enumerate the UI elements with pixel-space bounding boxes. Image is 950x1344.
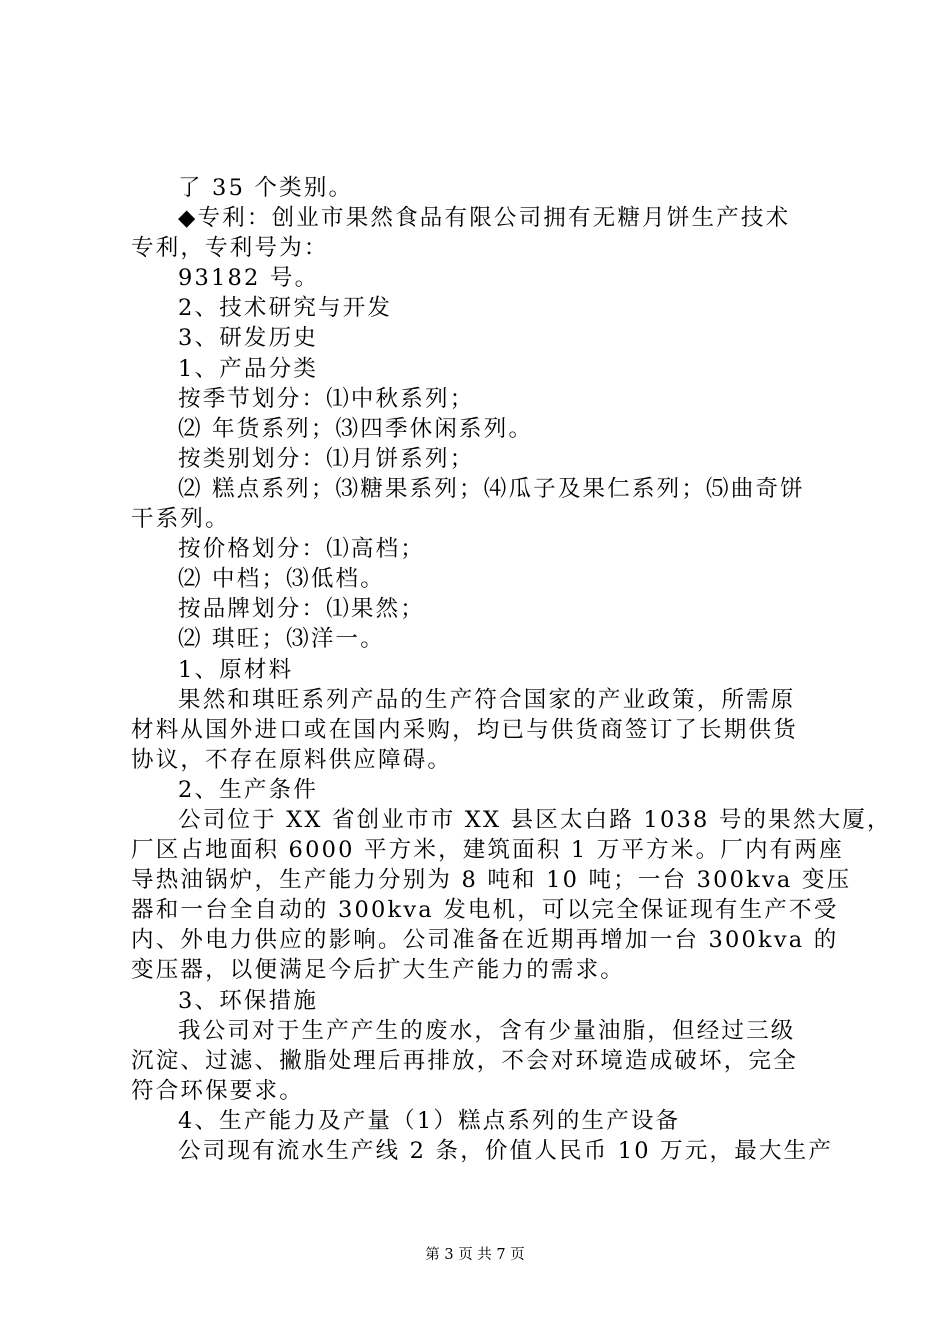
text-line: 按类别划分：⑴月饼系列；	[178, 445, 475, 472]
text-line: 专利，专利号为：	[131, 235, 329, 262]
text-line: ⑵ 糕点系列；⑶糖果系列；⑷瓜子及果仁系列；⑸曲奇饼	[178, 475, 805, 502]
text-line: 按品牌划分：⑴果然；	[178, 596, 426, 623]
text-line: 协议，不存在原料供应障碍。	[131, 746, 453, 773]
text-line: 沉淀、过滤、撇脂处理后再排放，不会对环境造成破坏，完全	[131, 1047, 798, 1074]
text-line: 厂区占地面积 6000 平方米，建筑面积 1 万平方米。厂内有两座	[131, 837, 844, 864]
text-line: 93182 号。	[178, 265, 320, 292]
text-line: 1、产品分类	[178, 355, 319, 382]
text-line: 4、生产能力及产量（1）糕点系列的生产设备	[178, 1107, 681, 1134]
text-line: 1、原材料	[178, 656, 294, 683]
text-line: 3、研发历史	[178, 325, 319, 352]
text-line: 了 35 个类别。	[178, 175, 354, 201]
text-line: 器和一台全自动的 300kva 发电机，可以完全保证现有生产不受	[131, 897, 839, 924]
text-line: ⑵ 琪旺；⑶洋一。	[178, 626, 385, 653]
text-line: 按季节划分：⑴中秋系列；	[178, 385, 475, 412]
text-line: 导热油锅炉，生产能力分别为 8 吨和 10 吨；一台 300kva 变压	[131, 867, 852, 894]
page-footer: 第 3 页 共 7 页	[425, 1247, 525, 1263]
text-line: ⑵ 中档；⑶低档。	[178, 566, 385, 593]
text-line: 变压器，以便满足今后扩大生产能力的需求。	[131, 957, 626, 984]
text-line: 按价格划分：⑴高档；	[178, 536, 426, 563]
text-line: 材料从国外进口或在国内采购，均已与供货商签订了长期供货	[131, 716, 798, 743]
text-line: ◆专利：创业市果然食品有限公司拥有无糖月饼生产技术	[178, 205, 791, 232]
text-line: 2、技术研究与开发	[178, 295, 393, 322]
text-line: 公司现有流水生产线 2 条，价值人民币 10 万元，最大生产	[178, 1138, 834, 1164]
document-body	[131, 173, 892, 1166]
text-line: 公司位于 XX 省创业市市 XX 县区太白路 1038 号的果然大厦，	[178, 806, 892, 833]
text-line: 内、外电力供应的影响。公司准备在近期再增加一台 300kva 的	[131, 927, 839, 954]
text-line: 符合环保要求。	[131, 1077, 304, 1104]
text-line: 果然和琪旺系列产品的生产符合国家的产业政策，所需原	[178, 686, 796, 713]
text-line: ⑵ 年货系列；⑶四季休闲系列。	[178, 415, 534, 442]
text-line: 2、生产条件	[178, 776, 319, 803]
text-line: 干系列。	[131, 506, 230, 533]
text-line: 3、环保措施	[178, 987, 319, 1014]
text-line: 我公司对于生产产生的废水，含有少量油脂，但经过三级	[178, 1017, 796, 1044]
